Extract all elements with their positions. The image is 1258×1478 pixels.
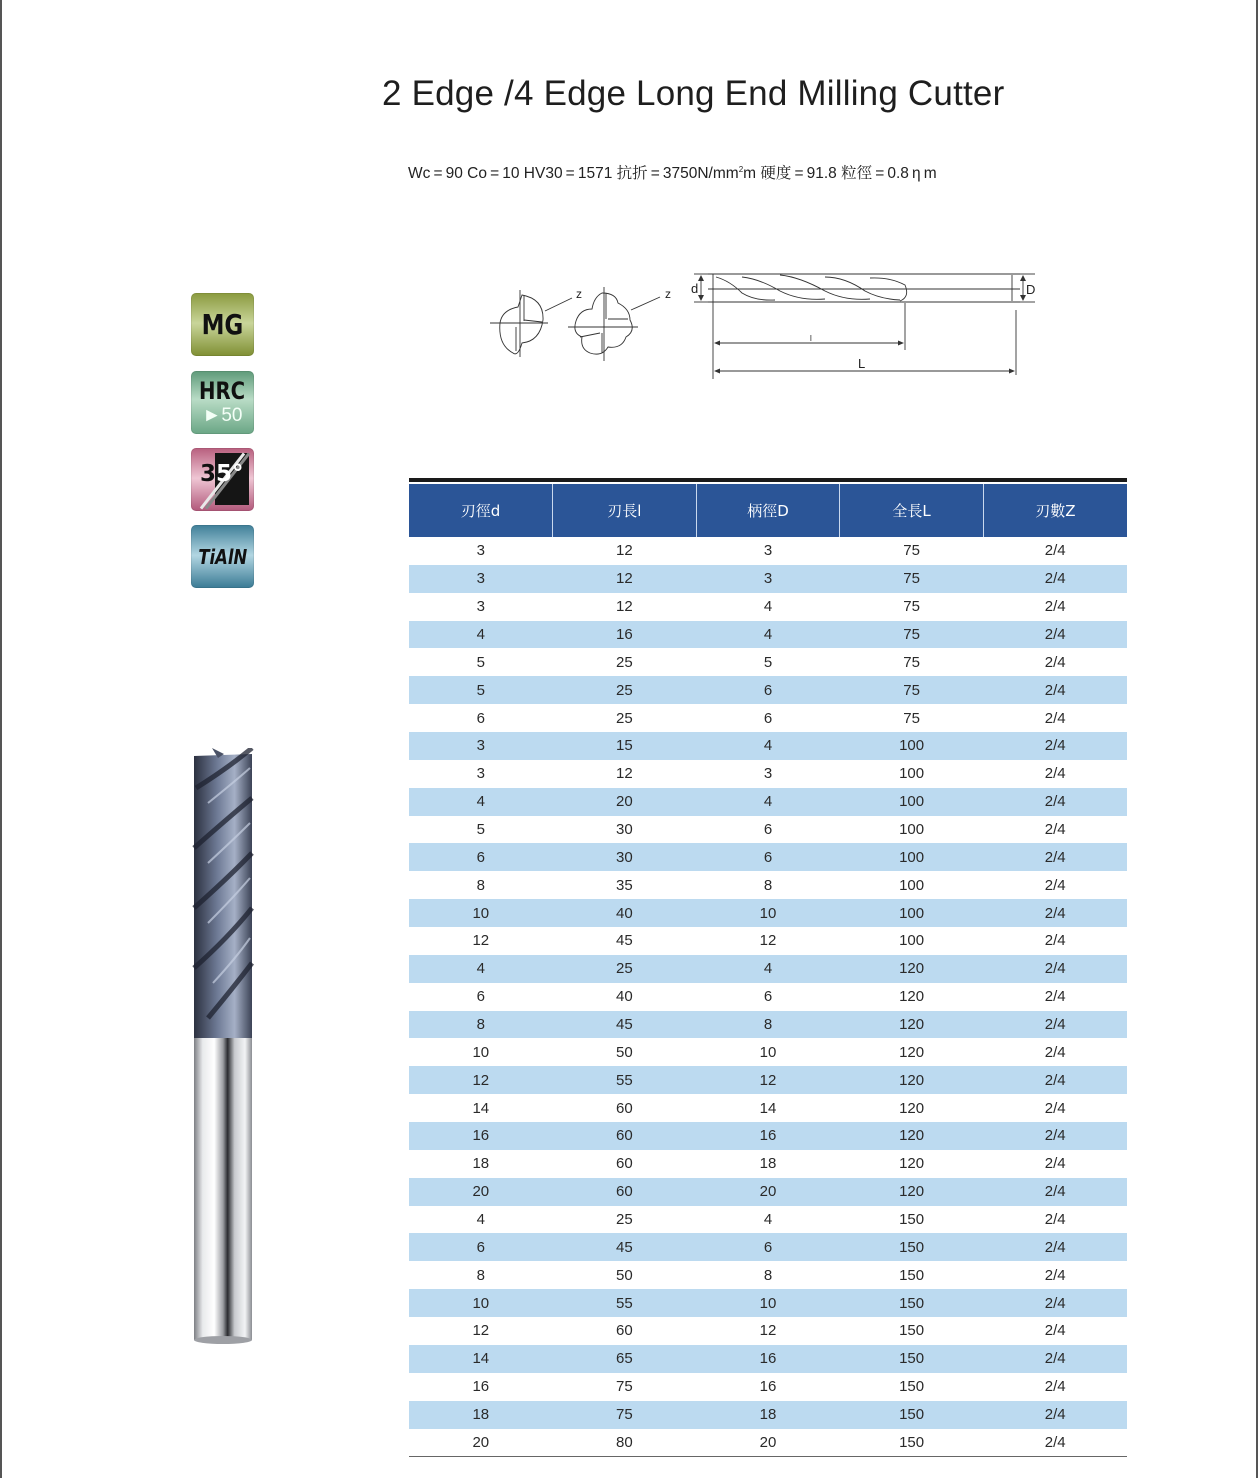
- z-label-1: z: [576, 287, 582, 301]
- cell-shank-diameter: 8: [696, 1011, 840, 1039]
- cell-cutting-length: 60: [616, 1322, 633, 1340]
- cell-cutting-length: 40: [553, 899, 697, 927]
- cell-cutting-length: 25: [616, 1211, 633, 1229]
- cell-shank-diameter: 14: [759, 1099, 777, 1117]
- cell-cutting-length: 15: [553, 732, 697, 760]
- cell-overall-length: 150: [899, 1433, 925, 1451]
- spec-text-tail: m 硬度 = 91.8 粒徑 = 0.8 η m: [743, 165, 937, 182]
- table-row: [409, 760, 1127, 788]
- technical-drawing: [480, 265, 1040, 385]
- cell-overall-length: 120: [899, 988, 925, 1006]
- cell-overall-length: 100: [840, 732, 984, 760]
- table-row: [409, 899, 1127, 927]
- cell-flute-count: 2/4: [1044, 1433, 1066, 1451]
- cell-overall-length: 120: [840, 1122, 984, 1150]
- coating-badge: [191, 525, 254, 588]
- cell-cutting-diameter: 12: [409, 1066, 553, 1094]
- cell-shank-diameter: 18: [696, 1401, 840, 1429]
- cell-shank-diameter: 6: [763, 821, 773, 839]
- cell-cutting-length: 50: [616, 1266, 633, 1284]
- cell-cutting-length: 80: [616, 1433, 633, 1451]
- helix-2: [742, 277, 825, 299]
- helix-angle-digit-2: 5: [216, 461, 233, 487]
- cell-shank-diameter: 6: [696, 676, 840, 704]
- cell-cutting-length: 12: [616, 765, 633, 783]
- cell-overall-length: 75: [903, 598, 920, 616]
- table-row: [409, 816, 1127, 844]
- spec-text-main: Wc = 90 Co = 10 HV30 = 1571 抗折 = 3750N/mm: [408, 165, 739, 182]
- cell-cutting-length: 60: [616, 1155, 633, 1173]
- cell-flute-count: 2/4: [983, 955, 1127, 983]
- table-row: [409, 676, 1127, 704]
- spec-table-container: [409, 478, 1127, 1457]
- table-row: [409, 704, 1127, 732]
- cell-flute-count: 2/4: [983, 565, 1127, 593]
- cell-cutting-diameter: 8: [476, 1266, 485, 1284]
- cell-shank-diameter: 10: [696, 1289, 840, 1317]
- helix-angle-degree: °: [232, 461, 244, 487]
- cell-shank-diameter: 16: [696, 1122, 840, 1150]
- cell-cutting-diameter: 4: [409, 621, 553, 649]
- cell-cutting-length: 60: [553, 1178, 697, 1206]
- cell-cutting-length: 25: [616, 709, 633, 727]
- table-row: [409, 843, 1127, 871]
- cell-flute-count: 2/4: [983, 621, 1127, 649]
- L-arrow-right: [1009, 369, 1015, 374]
- z-label-2: z: [665, 287, 671, 301]
- cell-cutting-diameter: 14: [472, 1099, 490, 1117]
- cell-flute-count: 2/4: [1044, 876, 1066, 894]
- table-top-rule: [409, 478, 1127, 482]
- cell-overall-length: 120: [840, 1011, 984, 1039]
- cell-overall-length: 100: [899, 765, 925, 783]
- table-row: [409, 1317, 1127, 1345]
- table-row: [409, 1233, 1127, 1261]
- four-flute-leader: [631, 297, 660, 310]
- cell-cutting-diameter: 6: [409, 843, 553, 871]
- hrc-badge-value: ►50: [202, 404, 243, 426]
- table-row: [409, 1261, 1127, 1289]
- cell-cutting-diameter: 12: [472, 932, 490, 950]
- shank-end: [194, 1336, 252, 1344]
- table-row: [409, 788, 1127, 816]
- cell-flute-count: 2/4: [983, 1122, 1127, 1150]
- table-header-row: [409, 484, 1127, 537]
- cell-cutting-length: 20: [553, 788, 697, 816]
- cell-shank-diameter: 3: [763, 542, 773, 560]
- cell-overall-length: 75: [903, 542, 920, 560]
- cell-overall-length: 150: [899, 1322, 925, 1340]
- table-row: [409, 927, 1127, 955]
- cell-cutting-diameter: 3: [476, 765, 485, 783]
- cell-flute-count: 2/4: [983, 1289, 1127, 1317]
- table-row: [409, 1094, 1127, 1122]
- page-border-left: [0, 0, 2, 1478]
- shank: [194, 1032, 252, 1340]
- cell-flute-count: 2/4: [983, 1066, 1127, 1094]
- cell-shank-diameter: 4: [763, 1211, 773, 1229]
- cell-cutting-diameter: 4: [409, 955, 553, 983]
- l-arrow-left: [714, 341, 720, 346]
- cell-cutting-length: 65: [553, 1345, 697, 1373]
- table-body: [409, 537, 1127, 1456]
- cell-overall-length: 75: [903, 709, 920, 727]
- cell-flute-count: 2/4: [1044, 653, 1066, 671]
- material-spec-line: [408, 161, 937, 183]
- table-row: [409, 1345, 1127, 1373]
- two-flute-outline: [500, 295, 543, 354]
- cell-flute-count: 2/4: [983, 899, 1127, 927]
- cell-flute-count: 2/4: [1044, 821, 1066, 839]
- two-flute-edge-3: [524, 320, 542, 322]
- cell-overall-length: 150: [840, 1345, 984, 1373]
- cell-cutting-diameter: 5: [476, 653, 485, 671]
- cell-shank-diameter: 12: [759, 1322, 777, 1340]
- cell-cutting-diameter: 10: [409, 1289, 553, 1317]
- header-overall-length: 全長L: [840, 484, 984, 537]
- cell-shank-diameter: 10: [696, 899, 840, 927]
- cell-flute-count: 2/4: [983, 843, 1127, 871]
- header-cutting-diameter: 刃徑d: [409, 484, 553, 537]
- cell-flute-count: 2/4: [1044, 1211, 1066, 1229]
- cell-cutting-diameter: 8: [409, 1011, 553, 1039]
- d-label: d: [691, 281, 699, 296]
- cell-shank-diameter: 6: [763, 988, 773, 1006]
- table-row: [409, 1206, 1127, 1234]
- table-row: [409, 1178, 1127, 1206]
- cell-overall-length: 120: [899, 1155, 925, 1173]
- cell-cutting-diameter: 12: [472, 1322, 490, 1340]
- cell-cutting-length: 12: [616, 542, 633, 560]
- cell-shank-diameter: 4: [696, 788, 840, 816]
- table-row: [409, 1150, 1127, 1178]
- cell-cutting-diameter: 20: [409, 1178, 553, 1206]
- helix-angle-label: [200, 461, 244, 487]
- cell-cutting-diameter: 3: [476, 598, 485, 616]
- table-row: [409, 621, 1127, 649]
- cell-overall-length: 150: [899, 1378, 925, 1396]
- cell-cutting-length: 16: [553, 621, 697, 649]
- cell-flute-count: 2/4: [1044, 542, 1066, 560]
- table-row: [409, 955, 1127, 983]
- cell-cutting-diameter: 4: [476, 1211, 485, 1229]
- table-row: [409, 648, 1127, 676]
- cell-flute-count: 2/4: [983, 1401, 1127, 1429]
- cell-cutting-diameter: 14: [409, 1345, 553, 1373]
- cell-overall-length: 100: [899, 821, 925, 839]
- flute-body: [194, 754, 252, 1038]
- table-row: [409, 871, 1127, 899]
- table-row: [409, 1066, 1127, 1094]
- cell-overall-length: 100: [840, 788, 984, 816]
- hrc-badge: [191, 371, 254, 434]
- cell-flute-count: 2/4: [983, 788, 1127, 816]
- cell-flute-count: 2/4: [983, 1233, 1127, 1261]
- cell-cutting-diameter: 4: [409, 788, 553, 816]
- cell-shank-diameter: 4: [696, 732, 840, 760]
- table-row: [409, 1373, 1127, 1401]
- cell-shank-diameter: 8: [763, 1266, 773, 1284]
- cell-overall-length: 75: [903, 653, 920, 671]
- cell-cutting-length: 75: [553, 1401, 697, 1429]
- cell-overall-length: 100: [899, 876, 925, 894]
- cell-flute-count: 2/4: [983, 1345, 1127, 1373]
- cell-cutting-diameter: 3: [409, 565, 553, 593]
- cell-shank-diameter: 8: [763, 876, 773, 894]
- cell-overall-length: 120: [840, 1178, 984, 1206]
- cell-cutting-length: 30: [616, 821, 633, 839]
- cell-cutting-length: 75: [616, 1378, 633, 1396]
- cell-cutting-length: 12: [616, 598, 633, 616]
- helix-angle-badge: [191, 448, 254, 511]
- cell-flute-count: 2/4: [1044, 1043, 1066, 1061]
- cell-cutting-length: 12: [553, 565, 697, 593]
- cell-shank-diameter: 12: [696, 1066, 840, 1094]
- cell-overall-length: 120: [899, 1099, 925, 1117]
- cell-overall-length: 150: [899, 1211, 925, 1229]
- two-flute-end-view: [490, 290, 572, 357]
- cell-shank-diameter: 16: [759, 1378, 777, 1396]
- cell-overall-length: 150: [840, 1289, 984, 1317]
- cell-shank-diameter: 4: [763, 598, 773, 616]
- cell-cutting-diameter: 5: [476, 821, 485, 839]
- cell-flute-count: 2/4: [1044, 598, 1066, 616]
- header-cutting-length: 刃長l: [553, 484, 697, 537]
- cell-flute-count: 2/4: [1044, 1155, 1066, 1173]
- cell-flute-count: 2/4: [983, 732, 1127, 760]
- cell-shank-diameter: 3: [763, 765, 773, 783]
- table-bottom-rule: [409, 1456, 1127, 1457]
- d-arrow-top: [698, 275, 704, 281]
- table-row: [409, 1038, 1127, 1066]
- table-row: [409, 565, 1127, 593]
- cell-overall-length: 75: [840, 621, 984, 649]
- cell-cutting-diameter: 6: [409, 1233, 553, 1261]
- cell-shank-diameter: 20: [759, 1433, 777, 1451]
- header-shank-diameter: 柄徑D: [696, 484, 840, 537]
- cell-shank-diameter: 6: [696, 843, 840, 871]
- table-row: [409, 1429, 1127, 1457]
- spec-table: [409, 484, 1127, 1456]
- cell-shank-diameter: 6: [696, 1233, 840, 1261]
- cell-cutting-length: 55: [553, 1289, 697, 1317]
- cell-cutting-diameter: 8: [476, 876, 485, 894]
- cell-cutting-length: 50: [616, 1043, 633, 1061]
- cell-overall-length: 100: [899, 932, 925, 950]
- mg-badge: [191, 293, 254, 356]
- cell-cutting-diameter: 3: [476, 542, 485, 560]
- cell-flute-count: 2/4: [1044, 932, 1066, 950]
- cell-cutting-diameter: 20: [472, 1433, 490, 1451]
- D-arrow-top: [1020, 275, 1026, 281]
- cell-flute-count: 2/4: [1044, 1099, 1066, 1117]
- cell-overall-length: 75: [840, 676, 984, 704]
- table-row: [409, 537, 1127, 565]
- cell-flute-count: 2/4: [1044, 709, 1066, 727]
- cell-flute-count: 2/4: [1044, 1378, 1066, 1396]
- spec-superscript: 2: [738, 164, 744, 174]
- table-row: [409, 1289, 1127, 1317]
- helix-angle-digit-1: 3: [200, 461, 217, 487]
- cell-cutting-diameter: 5: [409, 676, 553, 704]
- cell-cutting-length: 55: [553, 1066, 697, 1094]
- cell-flute-count: 2/4: [1044, 765, 1066, 783]
- table-row: [409, 1011, 1127, 1039]
- cell-cutting-length: 25: [553, 676, 697, 704]
- cell-cutting-length: 45: [616, 932, 633, 950]
- cell-overall-length: 100: [840, 899, 984, 927]
- coating-badge-label: TiAlN: [198, 544, 247, 569]
- header-flute-count: 刃數Z: [983, 484, 1127, 537]
- table-row: [409, 593, 1127, 621]
- cell-overall-length: 150: [899, 1266, 925, 1284]
- cell-cutting-length: 40: [616, 988, 633, 1006]
- helix-3: [780, 275, 870, 299]
- cell-flute-count: 2/4: [983, 1178, 1127, 1206]
- two-flute-leader: [545, 298, 572, 311]
- cell-cutting-diameter: 16: [409, 1122, 553, 1150]
- cell-shank-diameter: 6: [763, 709, 773, 727]
- table-row: [409, 1401, 1127, 1429]
- cell-shank-diameter: 4: [696, 621, 840, 649]
- cell-cutting-length: 45: [553, 1011, 697, 1039]
- cell-shank-diameter: 16: [696, 1345, 840, 1373]
- cell-cutting-length: 45: [553, 1233, 697, 1261]
- four-flute-edge-4: [580, 333, 600, 337]
- cell-flute-count: 2/4: [983, 676, 1127, 704]
- cell-overall-length: 100: [840, 843, 984, 871]
- hrc-badge-label: HRC: [199, 376, 246, 405]
- cell-cutting-diameter: 18: [472, 1155, 490, 1173]
- cell-shank-diameter: 12: [759, 932, 777, 950]
- cell-flute-count: 2/4: [983, 1011, 1127, 1039]
- mg-badge-label: MG: [201, 307, 244, 341]
- cell-cutting-diameter: 10: [472, 1043, 490, 1061]
- cell-overall-length: 150: [840, 1401, 984, 1429]
- cell-flute-count: 2/4: [1044, 988, 1066, 1006]
- end-mill-photo: [188, 748, 258, 1348]
- cell-cutting-diameter: 3: [409, 732, 553, 760]
- cell-cutting-length: 60: [616, 1099, 633, 1117]
- cell-cutting-diameter: 6: [476, 988, 485, 1006]
- cell-cutting-diameter: 16: [472, 1378, 490, 1396]
- cell-cutting-length: 25: [616, 653, 633, 671]
- table-row: [409, 983, 1127, 1011]
- d-arrow-bottom: [698, 295, 704, 301]
- cell-flute-count: 2/4: [1044, 1322, 1066, 1340]
- cell-cutting-length: 60: [553, 1122, 697, 1150]
- l-label: l: [810, 334, 812, 343]
- cell-shank-diameter: 3: [696, 565, 840, 593]
- cell-cutting-length: 35: [616, 876, 633, 894]
- helix-4: [825, 277, 900, 300]
- L-arrow-left: [714, 369, 720, 374]
- cell-flute-count: 2/4: [1044, 1266, 1066, 1284]
- D-label: D: [1026, 282, 1036, 297]
- cell-overall-length: 75: [840, 565, 984, 593]
- cell-overall-length: 150: [840, 1233, 984, 1261]
- cell-cutting-diameter: 18: [409, 1401, 553, 1429]
- l-arrow-right: [898, 341, 904, 346]
- table-row: [409, 1122, 1127, 1150]
- L-label: L: [858, 356, 866, 371]
- cell-shank-diameter: 4: [696, 955, 840, 983]
- cell-overall-length: 120: [840, 955, 984, 983]
- cell-shank-diameter: 5: [763, 653, 773, 671]
- cell-shank-diameter: 10: [759, 1043, 777, 1061]
- cell-cutting-diameter: 6: [476, 709, 485, 727]
- cell-cutting-diameter: 10: [409, 899, 553, 927]
- cell-cutting-length: 25: [553, 955, 697, 983]
- cell-overall-length: 120: [899, 1043, 925, 1061]
- cell-cutting-length: 30: [553, 843, 697, 871]
- cell-overall-length: 120: [840, 1066, 984, 1094]
- cell-shank-diameter: 18: [759, 1155, 777, 1173]
- cell-shank-diameter: 20: [696, 1178, 840, 1206]
- page-title: 2 Edge /4 Edge Long End Milling Cutter: [382, 74, 1005, 113]
- table-row: [409, 732, 1127, 760]
